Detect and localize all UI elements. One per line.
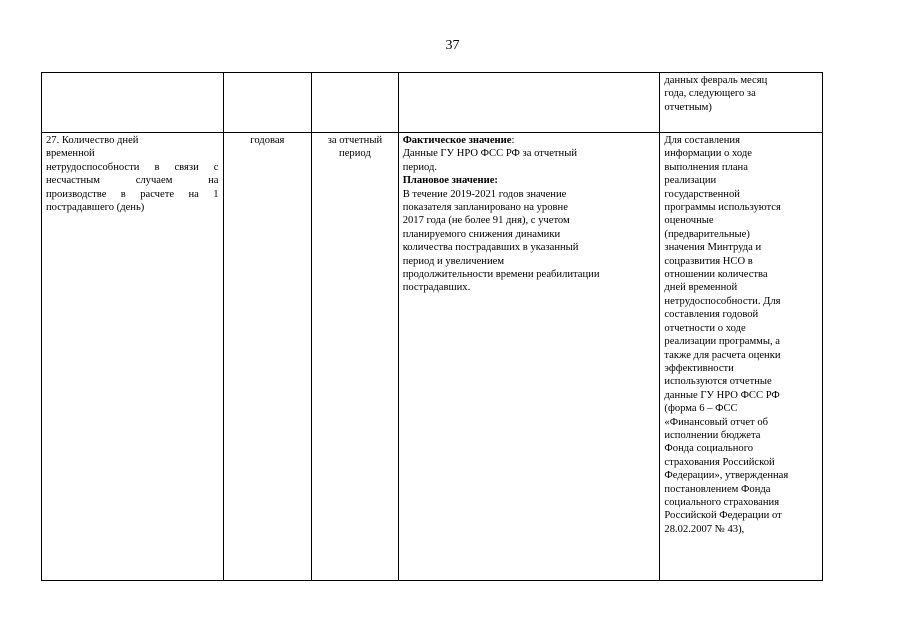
text-line: данных февраль месяц	[664, 75, 768, 86]
text-line: 2017 года (не более 91 дня), с учетом	[402, 215, 570, 227]
text-line: 28.02.2007 № 43),	[664, 523, 745, 535]
text-line: оценочные	[664, 215, 714, 227]
text-line: Для составления	[664, 135, 740, 146]
text-line: отношении количества	[664, 269, 768, 281]
text-line: отчетности о ходе	[664, 322, 746, 334]
text-line: продолжительности времени реабилитации	[402, 269, 600, 281]
text-line: постановлением Фонда	[664, 483, 771, 495]
text-line: «Финансовый отчет об	[664, 416, 769, 428]
text-line: пострадавших.	[402, 282, 471, 294]
text-line: Фонда социального	[664, 443, 754, 455]
text-line: 27. Количество дней	[46, 135, 139, 146]
text-line: также для расчета оценки	[664, 349, 781, 361]
text-line: составления годовой	[664, 309, 759, 321]
text-line: Российской Федерации от	[664, 510, 782, 522]
source-cell-continued	[660, 73, 823, 133]
text-line: информации о ходе	[664, 148, 752, 160]
text-line: реализации программы, а	[664, 336, 780, 348]
text-line: соцразвития НСО в	[664, 255, 753, 267]
text-line: данные ГУ НРО ФСС РФ	[664, 389, 780, 401]
text-line: планируемого снижения динамики	[402, 228, 561, 240]
text-line: значения Минтруда и	[664, 242, 762, 254]
heading-colon: :	[511, 135, 515, 146]
text-line: программы используются	[664, 202, 781, 214]
text-line: нетрудоспособности. Для	[664, 295, 781, 307]
table-cell	[398, 73, 660, 133]
text-line: Данные ГУ НРО ФСС РФ за отчетный	[402, 148, 577, 160]
text-line: эффективности	[664, 362, 734, 374]
source-cell	[660, 133, 823, 581]
text-line: производстве в расчете на 1	[46, 188, 219, 200]
text-line: исполнении бюджета	[664, 429, 761, 441]
text-line: несчастным случаем на	[46, 175, 219, 187]
text-line: временной	[46, 148, 95, 160]
method-cell	[398, 133, 660, 581]
text-line: отчетным)	[664, 101, 712, 113]
period-value: за отчетный период	[327, 135, 383, 160]
table-cell	[42, 73, 224, 133]
text-line: показателя запланировано на уровне	[402, 202, 568, 214]
text-line: дней временной	[664, 282, 738, 294]
text-line: (предварительные)	[664, 228, 750, 240]
text-line: Федерации», утвержденная	[664, 470, 789, 482]
text-line: количества пострадавших в указанный	[402, 242, 579, 254]
indicators-table	[41, 72, 823, 581]
table-row	[42, 133, 823, 581]
text-line: социального страхования	[664, 496, 780, 508]
period-cell	[312, 133, 399, 581]
periodicity-value: годовая	[250, 135, 285, 146]
text-line: период и увеличением	[402, 255, 505, 267]
table-cell	[223, 73, 312, 133]
text-line: (форма 6 – ФСС	[664, 403, 738, 415]
text-line: период.	[402, 161, 438, 173]
actual-value-heading-line	[403, 134, 656, 147]
text-line: В течение 2019-2021 годов значение	[402, 188, 567, 200]
table-row	[42, 73, 823, 133]
planned-value-heading: Плановое значение:	[402, 175, 498, 187]
text-line: выполнения плана	[664, 161, 748, 173]
text-line: пострадавшего (день)	[46, 202, 145, 214]
text-line: реализации	[664, 175, 717, 187]
text-line: нетрудоспособности в связи с	[46, 161, 219, 173]
text-line: государственной	[664, 188, 740, 200]
table-cell	[312, 73, 399, 133]
periodicity-cell	[223, 133, 312, 581]
text-line: страхования Российской	[664, 456, 775, 468]
actual-value-heading: Фактическое значение	[402, 135, 512, 146]
indicator-name-cell	[42, 133, 224, 581]
text-line: года, следующего за	[664, 88, 756, 100]
text-line: используются отчетные	[664, 376, 772, 388]
page-number: 37	[445, 38, 460, 53]
